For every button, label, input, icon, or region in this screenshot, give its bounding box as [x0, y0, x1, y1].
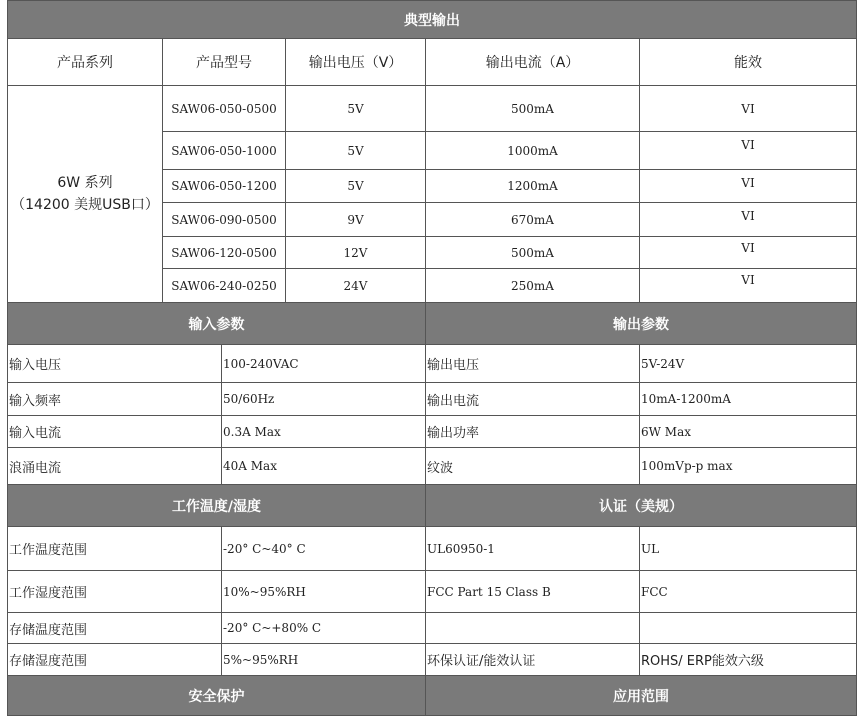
- cert-standard: UL60950-1: [426, 527, 640, 571]
- env-label: 工作湿度范围: [8, 571, 222, 613]
- input-param-value: 0.3A Max: [222, 416, 426, 448]
- product-voltage: 9V: [286, 203, 426, 237]
- input-param-value: 100-240VAC: [222, 345, 426, 383]
- env-value: -20° C~+80% C: [222, 613, 426, 644]
- cert-value: FCC: [640, 571, 857, 613]
- input-param-label: 输入电压: [8, 345, 222, 383]
- table-row: [8, 416, 857, 448]
- section-header-input: 输入参数: [8, 303, 426, 345]
- product-efficiency: VI: [640, 170, 857, 203]
- product-current: 500mA: [426, 86, 640, 132]
- section-header-typical-output: 典型输出: [8, 1, 857, 39]
- table-row: [8, 86, 857, 132]
- cert-standard: [426, 613, 640, 644]
- output-param-label: 输出电流: [426, 383, 640, 416]
- product-current: 670mA: [426, 203, 640, 237]
- env-value: 5%~95%RH: [222, 644, 426, 676]
- section-header-application: 应用范围: [426, 676, 857, 716]
- product-model: SAW06-120-0500: [163, 237, 286, 269]
- cert-value: ROHS/ ERP能效六级: [640, 644, 857, 676]
- product-voltage: 24V: [286, 269, 426, 303]
- product-efficiency: VI: [640, 203, 857, 237]
- output-param-value: 100mVp-p max: [640, 448, 857, 485]
- section-header-output: 输出参数: [426, 303, 857, 345]
- output-param-value: 6W Max: [640, 416, 857, 448]
- product-efficiency: VI: [640, 132, 857, 170]
- table-row: [8, 571, 857, 613]
- cert-standard: FCC Part 15 Class B: [426, 571, 640, 613]
- product-current: 1000mA: [426, 132, 640, 170]
- product-voltage: 5V: [286, 170, 426, 203]
- input-param-label: 输入电流: [8, 416, 222, 448]
- product-voltage: 5V: [286, 132, 426, 170]
- column-header-voltage: 输出电压（V）: [286, 39, 426, 86]
- column-header-current: 输出电流（A）: [426, 39, 640, 86]
- table-row: [8, 345, 857, 383]
- product-current: 250mA: [426, 269, 640, 303]
- spec-table: [7, 0, 857, 716]
- env-label: 存储湿度范围: [8, 644, 222, 676]
- product-efficiency: VI: [640, 237, 857, 269]
- product-current: 1200mA: [426, 170, 640, 203]
- output-param-label: 输出功率: [426, 416, 640, 448]
- product-efficiency: VI: [640, 86, 857, 132]
- product-voltage: 5V: [286, 86, 426, 132]
- env-label: 工作温度范围: [8, 527, 222, 571]
- input-param-label: 浪涌电流: [8, 448, 222, 485]
- table-row: [8, 613, 857, 644]
- section-header-environment: 工作温度/湿度: [8, 485, 426, 527]
- cert-value: [640, 613, 857, 644]
- input-param-label: 输入频率: [8, 383, 222, 416]
- product-model: SAW06-050-1000: [163, 132, 286, 170]
- product-model: SAW06-050-1200: [163, 170, 286, 203]
- section-header-safety: 安全保护: [8, 676, 426, 716]
- table-row: [8, 448, 857, 485]
- series-subtitle: （14200 美规USB口）: [11, 197, 159, 213]
- section-header-certification: 认证（美规）: [426, 485, 857, 527]
- cert-standard: 环保认证/能效认证: [426, 644, 640, 676]
- env-label: 存储温度范围: [8, 613, 222, 644]
- product-model: SAW06-050-0500: [163, 86, 286, 132]
- column-header-model: 产品型号: [163, 39, 286, 86]
- product-model: SAW06-240-0250: [163, 269, 286, 303]
- table-row: [8, 527, 857, 571]
- table-row: [8, 644, 857, 676]
- output-param-value: 5V-24V: [640, 345, 857, 383]
- column-header-series: 产品系列: [8, 39, 163, 86]
- output-param-label: 纹波: [426, 448, 640, 485]
- product-efficiency: VI: [640, 269, 857, 303]
- env-value: 10%~95%RH: [222, 571, 426, 613]
- env-value: -20° C~40° C: [222, 527, 426, 571]
- series-name: 6W 系列: [57, 175, 113, 191]
- product-current: 500mA: [426, 237, 640, 269]
- input-param-value: 50/60Hz: [222, 383, 426, 416]
- output-param-label: 输出电压: [426, 345, 640, 383]
- input-param-value: 40A Max: [222, 448, 426, 485]
- series-cell: [8, 86, 163, 303]
- column-header-efficiency: 能效: [640, 39, 857, 86]
- output-param-value: 10mA-1200mA: [640, 383, 857, 416]
- table-row: [8, 383, 857, 416]
- cert-value: UL: [640, 527, 857, 571]
- product-model: SAW06-090-0500: [163, 203, 286, 237]
- product-voltage: 12V: [286, 237, 426, 269]
